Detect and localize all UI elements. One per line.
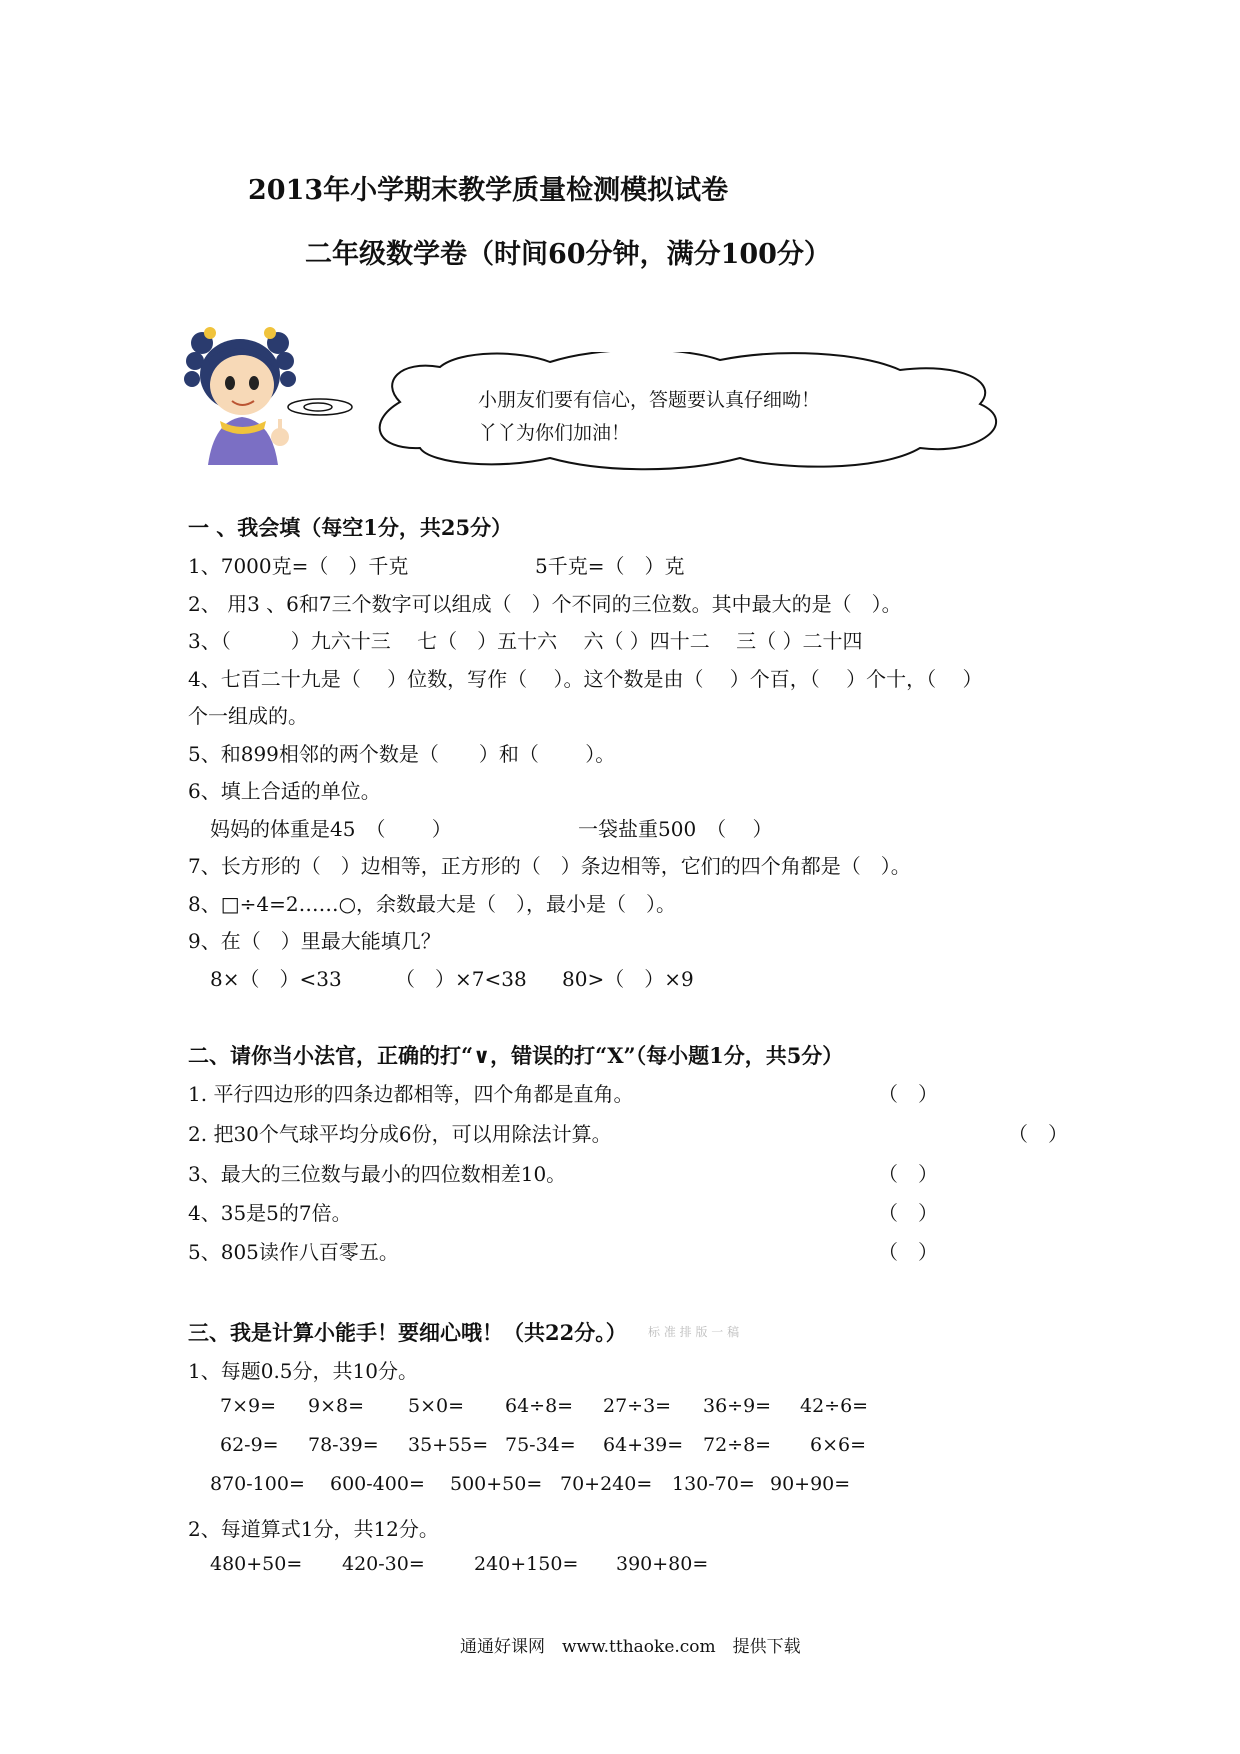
calc-item: 75-34= [505, 1434, 576, 1456]
calc-item: 36÷9= [703, 1395, 772, 1417]
calc-item: 500+50= [450, 1473, 543, 1495]
question-8: 8、□÷4=2……○，余数最大是（ ），最小是（ ）。 [188, 892, 677, 916]
question-5: 5、和899相邻的两个数是（ ）和（ ）。 [188, 742, 616, 766]
question-7: 7、长方形的（ ）边相等，正方形的（ ）条边相等，它们的四个角都是（ ）。 [188, 854, 911, 878]
calc-item: 480+50= [210, 1553, 303, 1575]
calc-item: 62-9= [220, 1434, 279, 1456]
calc-item: 42÷6= [800, 1395, 869, 1417]
question-9: 9、在（ ）里最大能填几？ [188, 929, 441, 953]
calc-item: 130-70= [672, 1473, 755, 1495]
judge-item-5: 5、805读作八百零五。 [188, 1240, 399, 1264]
calc-item: 420-30= [342, 1553, 425, 1575]
question-4-cont: 个一组成的。 [188, 704, 308, 728]
section-3-heading: 三、我是计算小能手！要细心哦！（共22分。） [188, 1320, 627, 1345]
question-6a: 妈妈的体重是45 （ ） [210, 817, 452, 841]
judge-item-3: 3、最大的三位数与最小的四位数相差10。 [188, 1162, 567, 1186]
judge-item-4: 4、35是5的7倍。 [188, 1201, 352, 1225]
calc-item: 240+150= [474, 1553, 579, 1575]
bubble-line-2: 丫丫为你们加油！ [478, 422, 631, 444]
section-2-heading: 二、请你当小法官，正确的打“∨，错误的打“X”（每小题1分，共5分） [188, 1043, 844, 1068]
calc-item: 7×9= [220, 1395, 277, 1417]
calc-item: 390+80= [616, 1553, 709, 1575]
calc-item: 64÷8= [505, 1395, 574, 1417]
question-1a: 1、7000克=（ ）千克 [188, 554, 409, 578]
calc-sub-2: 2、每道算式1分，共12分。 [188, 1517, 439, 1541]
calc-item: 600-400= [330, 1473, 425, 1495]
judge-mark-3: （ ） [878, 1162, 938, 1186]
calc-item: 870-100= [210, 1473, 305, 1495]
calc-item: 78-39= [308, 1434, 379, 1456]
calc-item: 70+240= [560, 1473, 653, 1495]
calc-item: 35+55= [408, 1434, 489, 1456]
calc-item: 64+39= [603, 1434, 684, 1456]
judge-mark-1: （ ） [878, 1082, 938, 1106]
question-9c: 80>（ ）×9 [562, 967, 694, 991]
footer-text: 通通好课网 www.tthaoke.com 提供下载 [460, 1637, 801, 1657]
question-6b: 一袋盐重500 （ ） [578, 817, 773, 841]
judge-mark-5: （ ） [878, 1240, 938, 1264]
bubble-line-1: 小朋友们要有信心，答题要认真仔细呦！ [478, 389, 821, 411]
section-1-heading: 一 、我会填（每空1分，共25分） [188, 515, 513, 540]
judge-mark-2: （ ） [1008, 1122, 1068, 1146]
page-subtitle: 二年级数学卷（时间60分钟，满分100分） [305, 239, 831, 270]
judge-item-2: 2. 把30个气球平均分成6份，可以用除法计算。 [188, 1122, 612, 1146]
faint-mark: 标 准 排 版 一 稿 [648, 1325, 740, 1339]
question-9b: （ ）×7<38 [395, 967, 527, 991]
calc-item: 9×8= [308, 1395, 365, 1417]
judge-item-1: 1. 平行四边形的四条边都相等，四个角都是直角。 [188, 1082, 634, 1106]
question-1b: 5千克=（ ）克 [535, 554, 685, 578]
question-3: 3、（ ）九六十三 七（ ）五十六 六（ ）四十二 三（ ）二十四 [188, 629, 863, 653]
judge-mark-4: （ ） [878, 1201, 938, 1225]
calc-item: 27÷3= [603, 1395, 672, 1417]
calc-item: 72÷8= [703, 1434, 772, 1456]
speech-bubble [280, 352, 1020, 472]
calc-item: 5×0= [408, 1395, 465, 1417]
question-2: 2、 用3 、6和7三个数字可以组成（ ）个不同的三位数。其中最大的是（ ）。 [188, 592, 902, 616]
calc-item: 6×6= [810, 1434, 867, 1456]
question-9a: 8×（ ）<33 [210, 967, 342, 991]
calc-item: 90+90= [770, 1473, 851, 1495]
question-4: 4、七百二十九是（ ）位数，写作（ ）。这个数是由（ ）个百，（ ）个十，（ ） [188, 667, 983, 691]
question-6: 6、填上合适的单位。 [188, 779, 381, 803]
page-title: 2013年小学期末教学质量检测模拟试卷 [248, 175, 729, 206]
calc-sub-1: 1、每题0.5分，共10分。 [188, 1359, 418, 1383]
